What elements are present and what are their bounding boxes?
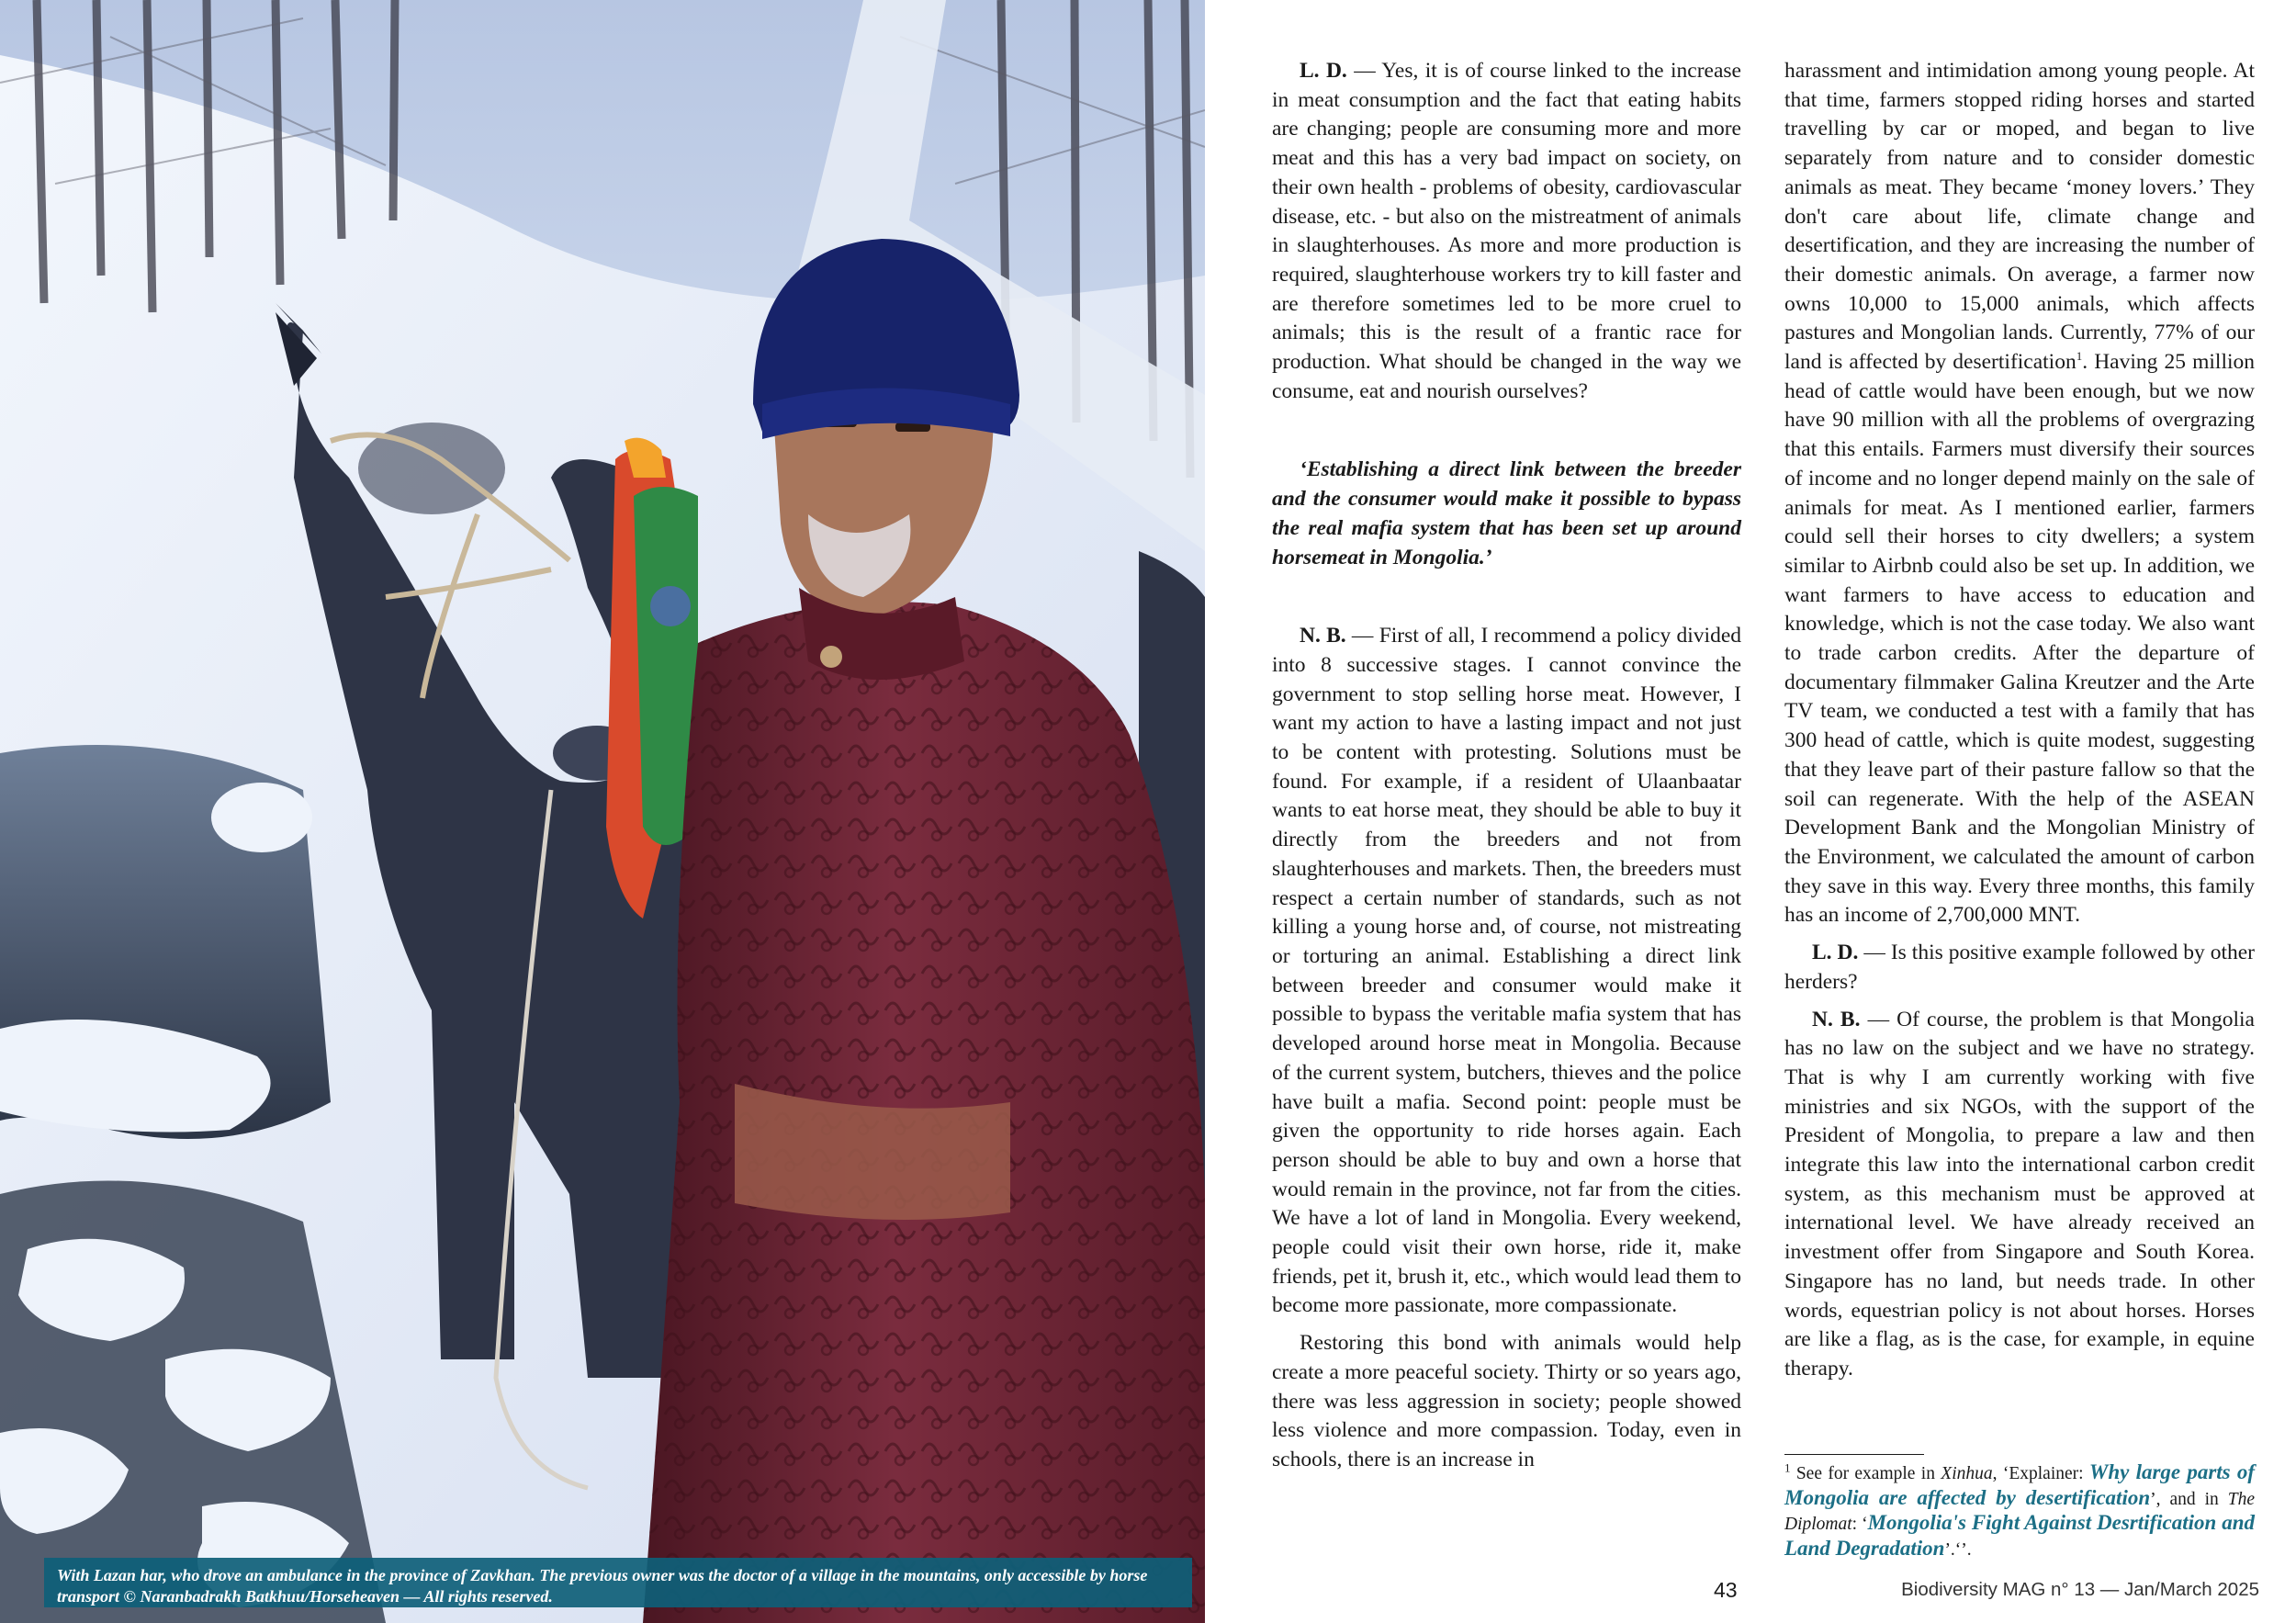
footnote-link[interactable]: Why large parts of Mongolia are affected by desertification (1784, 1460, 2255, 1509)
footnote-source: Xinhua (1941, 1464, 1993, 1483)
footnote-link[interactable]: Mongolia's Fight Against Desrtification and Land Degradation (1784, 1511, 2255, 1560)
page-number: 43 (1714, 1578, 1738, 1602)
footnote-text: : ‘ (1851, 1515, 1868, 1534)
text-column-right (1784, 57, 2255, 1384)
speaker-initials: L. D. (1812, 941, 1859, 965)
paragraph (1784, 57, 2255, 930)
pull-quote: ‘Establishing a direct link between the breeder and the consumer would make it possible to bypass the real mafia system that has been set up around horsemeat in Mongolia.’ (1272, 457, 1741, 569)
paragraph-text: — Is this positive example followed by other herders? (1784, 941, 2255, 994)
footnote-text: , ‘Explainer: (1992, 1464, 2089, 1483)
speaker-initials: N. B. (1812, 1007, 1861, 1031)
footnote (1784, 1460, 2255, 1561)
text-column-left (1272, 57, 1741, 1475)
footnote-text: ’, and in (2150, 1489, 2228, 1509)
footnote-number: 1 (1784, 1460, 1791, 1475)
footnote-text: See for example in (1790, 1464, 1941, 1483)
footnote-text: ’.‘’. (1944, 1539, 1972, 1560)
footnote-divider (1784, 1454, 1924, 1455)
footnote-ref[interactable]: 1 (2076, 349, 2083, 364)
footnote-source: The Diplomat (1784, 1489, 2255, 1534)
magazine-issue: Biodiversity MAG n° 13 — Jan/March 2025 (1901, 1579, 2259, 1600)
paragraph-text: — Of course, the problem is that Mongolia has no law on the subject and we have no strategy. That is why I am currently working with five ministries and six NGOs, with the support of the President of Mongolia, to prepare a law and then integrate this law into the international carbon credit system, as this mechanism must be approved at international level. We have already received an investment offer from Singapore and South Korea. Singapore has no land, but needs trade. In other words, equestrian policy is not about horses. Horses are like a flag, as is the case, for example, in equine therapy. (1784, 1007, 2255, 1381)
paragraph (1784, 939, 2255, 997)
paragraph-text: — Yes, it is of course linked to the increase in meat consumption and the fact that eating habits are changing; people are consuming more and more meat and this has a very bad impact on society, on their own health - problems of obesity, cardiovascular disease, etc. - but also on the mistreatment of animals in slaughterhouses. As more and more production is required, slaughterhouse workers try to kill faster and are therefore sometimes led to be more cruel to animals; this is the result of a frantic race for production. What should be changed in the way we consume, eat and nourish ourselves? (1272, 59, 1741, 403)
paragraph-text: — First of all, I recommend a policy divided into 8 successive stages. I cannot convince the government to stop selling horse meat. However, I want my action to have a lasting impact and not just to be content with protesting. Solutions must be found. For example, if a resident of Ulaanbaatar wants to eat horse meat, they should be able to buy it directly from the breeders and not from slaughterhouses and markets. Then, the breeders must respect a certain number of standards, such as not killing a young horse and, of course, not mistreating or torturing an animal. Establishing a direct link between breeder and consumer would make it possible to bypass the veritable mafia system that has developed around horse meat in Mongolia. Because of the current system, butchers, thieves and the police have built a mafia. Second point: people must be given the opportunity to ride horses again. Each person should be able to buy and own a horse that would remain in the province, not far from the cities. We have a lot of land in Mongolia. Every weekend, people could visit their own horse, ride it, make friends, pet it, brush it, etc., which would lead them to become more passionate, more compassionate. (1272, 624, 1741, 1318)
speaker-initials: L. D. (1300, 59, 1347, 83)
speaker-initials: N. B. (1300, 624, 1346, 648)
photo-caption-text: With Lazan har, who drove an ambulance in the province of Zavkhan. The previous owner was the doctor of a village in the mountains, only accessible by horse transport © Naranbadrakh Batkhuu/Horseheaven — All rights reserved. (57, 1566, 1148, 1606)
paragraph (1272, 622, 1741, 1321)
photo-caption (44, 1558, 1192, 1607)
paragraph (1272, 57, 1741, 406)
paragraph: Restoring this bond with animals would help create a more peaceful society. Thirty or so years ago, there was less aggression in society; people showed less violence and more compassion. Today, even in schools, there is an increase in (1272, 1331, 1741, 1471)
paragraph-text: . Having 25 million head of cattle would have been enough, but we now have 90 million with all the problems of overgrazing that this entails. Farmers must diversify their sources of income and no longer depend mainly on the sale of animals for meat. As I mentioned earlier, farmers could sell their horses to city dwellers; a system similar to Airbnb could also be set up. In addition, we want farmers to have access to education and knowledge, which is not the case today. We also want to trade carbon credits. After the departure of documentary filmmaker Galina Kreutzer and the Arte TV team, we conducted a test with a family that has 300 head of cattle, which is quite modest, suggesting that they leave part of their pasture fallow so that the soil can regenerate. With the help of the ASEAN Development Bank and the Mongolian Ministry of the Environment, we calculated the amount of carbon they save in this way. Every three months, this family has an income of 2,700,000 MNT. (1784, 350, 2255, 928)
paragraph-text: harassment and intimidation among young people. At that time, farmers stopped riding horses and started travelling by car or moped, and began to live separately from nature and to consider domestic animals as meat. They became ‘money lovers.’ They don't care about life, climate change and desertification, and they are increasing the number of their domestic animals. On average, a farmer now owns 10,000 to 15,000 animals, which affects pastures and Mongolian lands. Currently, 77% of our land is affected by desertification (1784, 59, 2255, 375)
paragraph (1784, 1006, 2255, 1384)
